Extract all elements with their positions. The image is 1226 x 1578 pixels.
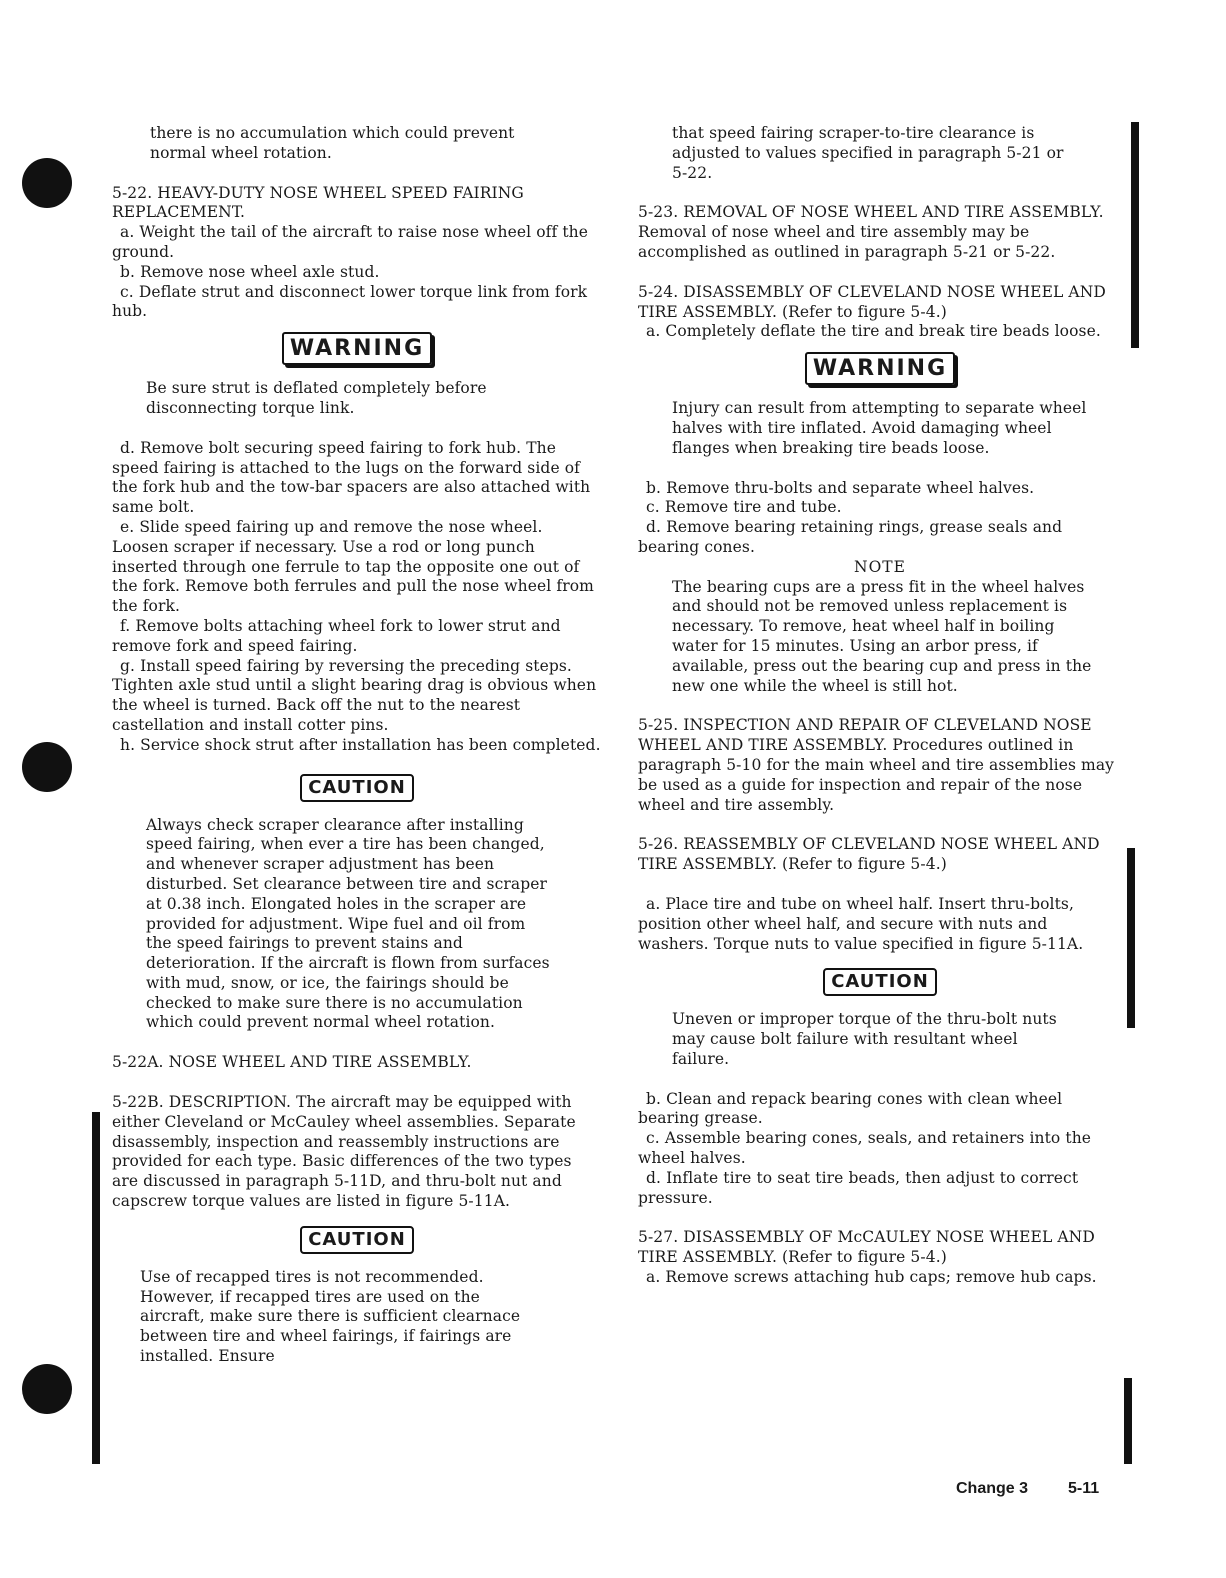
change-bar-right-middle — [1127, 848, 1135, 1028]
note-label: NOTE — [854, 557, 906, 576]
step-5-26a: a. Place tire and tube on wheel half. Insert thru-bolts, position other wheel half, and secure with nuts and washers. Torque nuts to value specified in figure 5-11A. — [638, 894, 1084, 953]
caution-text-2: Use of recapped tires is not recommended. However, if recapped tires are used on the aircraft, make sure there is sufficient clearnace between tire and wheel fairings, if fairings are installed. Ensure — [140, 1267, 521, 1366]
right-column — [638, 124, 1122, 1288]
intro-line-2: normal wheel rotation. — [150, 143, 332, 162]
caution-label-right: CAUTION — [823, 968, 937, 996]
change-number: Change 3 — [956, 1480, 1029, 1497]
punch-hole-top — [22, 158, 72, 208]
left-column — [112, 124, 602, 1367]
warning-label: WARNING — [282, 332, 432, 365]
heading-5-27: 5-27. DISASSEMBLY OF McCAULEY NOSE WHEEL AND TIRE ASSEMBLY. (Refer to figure 5-4.) — [638, 1228, 1095, 1267]
heading-5-26: 5-26. REASSEMBLY OF CLEVELAND NOSE WHEEL AND TIRE ASSEMBLY. (Refer to figure 5-4.) — [638, 835, 1100, 874]
heading-5-22: 5-22. HEAVY-DUTY NOSE WHEEL SPEED FAIRING REPLACEMENT. — [112, 183, 524, 222]
paragraph-5-22b: 5-22B. DESCRIPTION. The aircraft may be equipped with either Cleveland or McCauley wheel assemblies. Separate disassembly, inspection and reassembly instructions are provided for each type. Basic differences of the two types are discussed in paragraph 5-11D, and thru-bolt nut and capscrew torque values are listed in figure 5-11A. — [112, 1093, 576, 1211]
step-5-24a: a. Completely deflate the tire and break tire beads loose. — [646, 322, 1101, 341]
change-bar-left — [92, 1112, 100, 1464]
note-text: The bearing cups are a press fit in the wheel halves and should not be removed unless replacement is necessary. To remove, heat wheel half in boiling water for 15 minutes. Using an arbor press, if available, press out the bearing cup and press in the new one while the wheel is still hot. — [672, 577, 1092, 695]
step-c: c. Deflate strut and disconnect lower torque link from fork hub. — [112, 282, 588, 321]
punch-hole-middle — [22, 742, 72, 792]
step-e: e. Slide speed fairing up and remove the nose wheel. Loosen scraper if necessary. Use a rod or long punch inserted through one ferrule to tap the opposite one out of the fork. Remove both ferrules and pull the nose wheel from the fork. — [112, 517, 594, 616]
step-5-27a: a. Remove screws attaching hub caps; remove hub caps. — [646, 1268, 1097, 1287]
page-footer — [956, 1480, 1139, 1498]
page-number: 5-11 — [1068, 1480, 1100, 1497]
caution-label: CAUTION — [300, 774, 414, 802]
intro-line-1: there is no accumulation which could prevent — [150, 124, 515, 142]
punch-hole-bottom — [22, 1364, 72, 1414]
step-5-26d: d. Inflate tire to seat tire beads, then adjust to correct pressure. — [638, 1168, 1079, 1207]
paragraph-5-25: 5-25. INSPECTION AND REPAIR OF CLEVELAND NOSE WHEEL AND TIRE ASSEMBLY. Procedures outlined in paragraph 5-10 for the main wheel and tire assemblies may be used as a guide for inspection and repair of the nose wheel and tire assembly. — [638, 716, 1115, 814]
warning-text-right: Injury can result from attempting to separate wheel halves with tire inflated. Avoid damaging wheel flanges when breaking tire beads loose. — [672, 399, 1087, 457]
step-5-26c: c. Assemble bearing cones, seals, and retainers into the wheel halves. — [638, 1129, 1092, 1168]
warning-label-right: WARNING — [805, 352, 955, 385]
heading-5-24: 5-24. DISASSEMBLY OF CLEVELAND NOSE WHEEL AND TIRE ASSEMBLY. (Refer to figure 5-4.) — [638, 282, 1106, 321]
caution-text-right: Uneven or improper torque of the thru-bolt nuts may cause bolt failure with resultant wheel failure. — [672, 1010, 1057, 1068]
paragraph-5-23: 5-23. REMOVAL OF NOSE WHEEL AND TIRE ASSEMBLY. Removal of nose wheel and tire assembly may be accomplished as outlined in paragraph 5-21 or 5-22. — [638, 203, 1104, 261]
warning-text: Be sure strut is deflated completely before disconnecting torque link. — [146, 379, 487, 417]
change-bar-right-top — [1131, 122, 1139, 348]
continued-text: that speed fairing scraper-to-tire clearance is adjusted to values specified in paragraph 5-21 or 5-22. — [672, 124, 1064, 182]
step-h: h. Service shock strut after installation has been completed. — [120, 735, 601, 754]
caution-label-2: CAUTION — [300, 1226, 414, 1254]
step-d: d. Remove bolt securing speed fairing to fork hub. The speed fairing is attached to the lugs on the forward side of the fork hub and the tow-bar spacers are also attached with same bolt. — [112, 438, 591, 517]
step-5-24d: d. Remove bearing retaining rings, grease seals and bearing cones. — [638, 518, 1063, 556]
heading-5-22a: 5-22A. NOSE WHEEL AND TIRE ASSEMBLY. — [112, 1053, 472, 1072]
step-f: f. Remove bolts attaching wheel fork to lower strut and remove fork and speed fairing. — [112, 616, 561, 655]
step-5-24c: c. Remove tire and tube. — [646, 498, 842, 517]
step-g: g. Install speed fairing by reversing the preceding steps. Tighten axle stud until a slight bearing drag is obvious when the wheel is turned. Back off the nut to the nearest castellation and install cotter pins. — [112, 656, 597, 734]
caution-text: Always check scraper clearance after installing speed fairing, when ever a tire has been changed, and whenever scraper adjustment has been disturbed. Set clearance between tire and scraper at 0.38 inch. Elongated holes in the scraper are provided for adjustment. Wipe fuel and oil from the speed fairings to prevent stains and deterioration. If the aircraft is flown from surfaces with mud, snow, or ice, the fairings should be checked to make sure there is no accumulation which could prevent normal wheel rotation. — [146, 815, 550, 1032]
change-bar-right-bottom — [1124, 1378, 1132, 1464]
step-b: b. Remove nose wheel axle stud. — [120, 262, 380, 281]
step-a: a. Weight the tail of the aircraft to raise nose wheel off the ground. — [112, 223, 589, 261]
step-5-26b: b. Clean and repack bearing cones with clean wheel bearing grease. — [638, 1089, 1063, 1128]
step-5-24b: b. Remove thru-bolts and separate wheel halves. — [646, 478, 1035, 497]
